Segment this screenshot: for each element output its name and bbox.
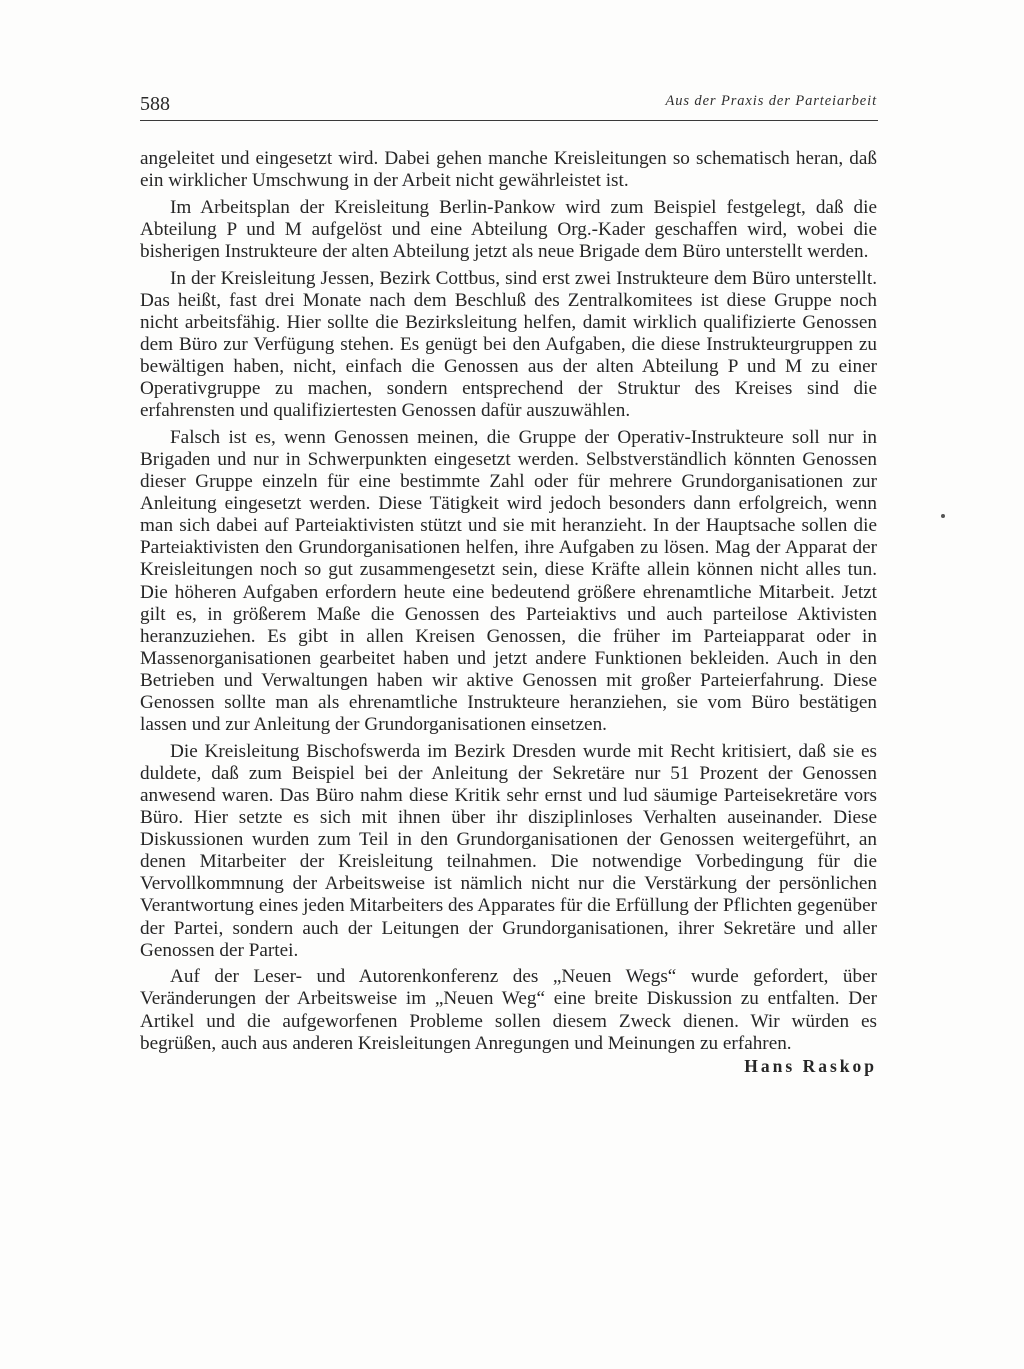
paragraph-jessen: In der Kreisleitung Jessen, Bezirk Cottbus, sind erst zwei Instrukteure dem Büro unterstellt. Das heißt, fast drei Monate nach dem Beschluß des Zentralkomitees ist diese Gruppe noch nicht arbeitsfähig. Hier sollte die Bezirksleitung helfen, damit wirklich qualifizierte Genossen dem Büro zur Verfügung stehen. Es genügt bei den Aufgaben, die diese Instrukteurgruppen zu bewältigen haben, nicht, einfach die Genossen aus der alten Abteilung P und M zu einer Operativgruppe zu machen, sondern entsprechend der Struktur des Kreises sind die erfahrensten und qualifiziertesten Genossen dafür auszuwählen. xyxy=(140,267,877,422)
paragraph-operativ-instrukteure: Falsch ist es, wenn Genossen meinen, die Gruppe der Operativ-Instrukteure soll nur in Brigaden und nur in Schwerpunkten eingesetzt werden. Selbstverständlich könnten Genossen dieser Gruppe einzeln für eine bestimmte Zahl oder für mehrere Grundorganisationen zur Anleitung eingesetzt werden. Diese Tätigkeit wird jedoch besonders dann erfolgreich, wenn man sich dabei auf Parteiaktivisten stützt und sie mit heranzieht. In der Hauptsache sollen die Parteiaktivisten den Grundorganisationen helfen, ihre Aufgaben zu lösen. Mag der Apparat der Kreisleitungen noch so gut zusammengesetzt sein, diese Kräfte allein können nicht alles tun. Die höheren Aufgaben erfordern heute eine bedeutend größere ehrenamtliche Mitarbeit. Jetzt gilt es, in größerem Maße die Genossen des Parteiaktivs und auch parteilose Aktivisten heranzuziehen. Es gibt in allen Kreisen Genossen, die früher im Parteiapparat oder in Massenorganisationen gearbeitet haben und jetzt andere Funktionen bekleiden. Auch in den Betrieben und Verwaltungen haben wir aktive Genossen mit großer Parteierfahrung. Diese Genossen sollte man als ehrenamtliche Instrukteure heranziehen, sie vom Büro bestätigen lassen und zur Anleitung der Grundorganisationen einsetzen. xyxy=(140,426,877,736)
article-body xyxy=(140,148,877,1077)
paragraph-berlin-pankow: Im Arbeitsplan der Kreisleitung Berlin-Pankow wird zum Beispiel festgelegt, daß die Abteilung P und M aufgelöst und eine Abteilung Org.-Kader geschaffen wird, wobei die bisherigen Instrukteure der alten Abteilung jetzt als neue Brigade dem Büro unterstellt werden. xyxy=(140,196,877,262)
paragraph-continued: angeleitet und eingesetzt wird. Dabei gehen manche Kreisleitungen so schematisch heran, daß ein wirklicher Umschwung in der Arbeit nicht gewährleistet ist. xyxy=(140,148,877,192)
page-header xyxy=(140,90,877,120)
page-number: 588 xyxy=(140,93,170,115)
print-speck xyxy=(941,514,945,518)
running-title: Aus der Praxis der Parteiarbeit xyxy=(665,93,877,109)
header-divider xyxy=(140,120,878,121)
author-signature: Hans Raskop xyxy=(744,1056,877,1077)
paragraph-konferenz: Auf der Leser- und Autorenkonferenz des „Neuen Wegs“ wurde gefordert, über Veränderungen der Arbeitsweise im „Neuen Weg“ eine breite Diskussion zu entfalten. Der Artikel und die aufgeworfenen Probleme sollen diesem Zweck dienen. Wir würden es begrüßen, auch aus anderen Kreisleitungen Anregungen und Meinungen zu erfahren. xyxy=(140,966,877,1054)
paragraph-bischofswerda: Die Kreisleitung Bischofswerda im Bezirk Dresden wurde mit Recht kritisiert, daß sie es duldete, daß zum Beispiel bei der Anleitung der Sekretäre nur 51 Prozent der Genossen anwesend waren. Das Büro nahm diese Kritik sehr ernst und lud säumige Parteisekretäre vors Büro. Hier setzte es sich mit ihnen über ihr disziplinloses Verhalten auseinander. Diese Diskussionen wurden zum Teil in den Grundorganisationen der Genossen weitergeführt, an denen Mitarbeiter der Kreisleitung teilnahmen. Die notwendige Vorbedingung für die Vervollkommnung der Arbeitsweise ist nämlich nicht nur die Verstärkung der persönlichen Verantwortung eines jeden Mitarbeiters des Apparates für die Erfüllung der Pflichten gegenüber der Partei, sondern auch der Leitungen der Grundorganisationen, ihrer Sekretäre und aller Genossen der Partei. xyxy=(140,740,877,961)
